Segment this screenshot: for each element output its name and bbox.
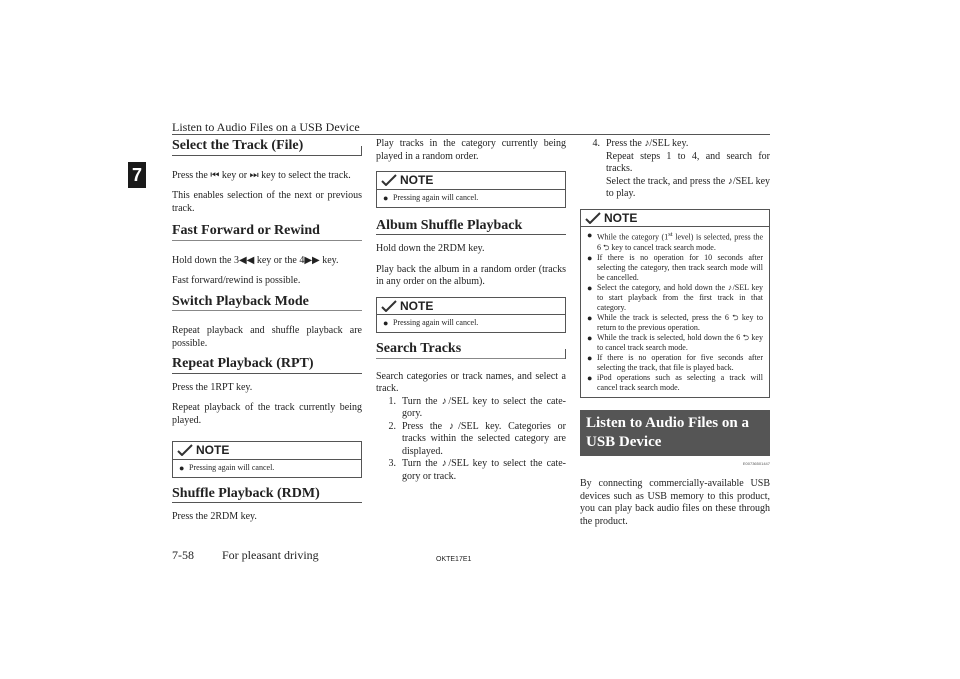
footer-code: OKTE17E1 (436, 556, 472, 563)
note-box (376, 171, 566, 208)
return-icon: ⮌ (742, 332, 750, 342)
note-body (377, 190, 565, 207)
random-order-text: Play tracks in the category currently being played in a random order. (376, 138, 566, 162)
album-shuffle-text-2: Play back the album in a random order (tracks in any order on the album). (376, 263, 566, 287)
column-2 (376, 138, 566, 483)
note-item: ● Pressing again will cancel. (179, 463, 355, 473)
note-body (377, 315, 565, 332)
heading-ff-rw: Fast Forward or Rewind (172, 225, 362, 241)
search-intro: Search categories or track names, and select a track. (376, 370, 566, 394)
music-note-icon: ♪ (644, 138, 650, 149)
heading-album-shuffle: Album Shuffle Playback (376, 220, 566, 236)
switch-mode-text: Repeat playback and shuffle playback are possible. (172, 325, 362, 349)
select-track-text-2: This enables selection of the next or previous track. (172, 190, 362, 214)
note-icon (585, 212, 601, 224)
heading-search-tracks: Search Tracks (376, 343, 566, 359)
chapter-tab: 7 (128, 162, 146, 188)
footer-label: For pleasant driving (222, 548, 319, 562)
page-number: 7-58 (172, 548, 194, 562)
search-step: 2. Press the ♪/SEL key. Categories or tracks within the selected category are displayed. (388, 420, 566, 457)
next-track-icon: ⏭ (249, 169, 259, 181)
fast-forward-icon: ▶▶ (304, 254, 320, 266)
music-note-icon: ♪ (441, 395, 449, 407)
header-rule (172, 134, 770, 135)
usb-intro-text: By connecting commercially-available USB devices such as USB memory to this product, you can play back audio files on these through the product. (580, 478, 770, 527)
music-note-icon: ♪ (727, 175, 733, 187)
note-header: NOTE (581, 210, 769, 228)
search-steps (376, 396, 566, 484)
note-item: ● iPod operations such as selecting a track will cancel track search mode. (587, 373, 763, 393)
note-item: ● While the track is selected, press the 6 ⮌ key to return to the previous operation. (587, 313, 763, 333)
note-body (581, 227, 769, 397)
running-header: Listen to Audio Files on a USB Device (172, 120, 360, 134)
search-step: 1. Turn the ♪/SEL key to select the cate-gory. (388, 395, 566, 419)
note-box (172, 441, 362, 478)
note-item: ● Pressing again will cancel. (383, 318, 559, 328)
note-box (580, 209, 770, 398)
shuffle-text: Press the 2RDM key. (172, 511, 257, 522)
ff-rw-text-1: Hold down the 3◀◀ key or the 4▶▶ key. (172, 254, 339, 266)
note-item: ● If there is no operation for five seconds after selecting the track, that file is played back. (587, 353, 763, 373)
column-3 (580, 138, 770, 528)
return-icon: ⮌ (732, 312, 739, 322)
select-track-text-1: Press the ⏮ key or ⏭ key to select the track. (172, 169, 351, 181)
note-body (173, 460, 361, 477)
section-banner: Listen to Audio Files on a USB Device (580, 410, 770, 456)
note-item: ● Pressing again will cancel. (383, 193, 559, 203)
note-header: NOTE (377, 172, 565, 190)
return-icon: ⮌ (603, 242, 610, 252)
repeat-text-2: Repeat playback of the track currently being played. (172, 402, 362, 426)
heading-repeat: Repeat Playback (RPT) (172, 358, 362, 374)
section-code: E00736501447 (742, 460, 770, 466)
search-step-4: 4. Press the ♪/SEL key. Repeat steps 1 to 4, and search for tracks. Select the track, and press the ♪/SEL key to play. (592, 138, 771, 199)
prev-track-icon: ⏮ (210, 169, 220, 181)
ff-rw-text-2: Fast forward/rewind is possible. (172, 275, 301, 286)
music-note-icon: ♪ (448, 420, 459, 432)
note-icon (381, 174, 397, 186)
note-icon (177, 444, 193, 456)
note-item: ● Select the category, and hold down the ♪/SEL key to start playback from the first track in that category. (587, 283, 763, 313)
note-item: ● If there is no operation for 10 seconds after selecting the category, then track search mode will be cancelled. (587, 253, 763, 283)
note-item: ● While the track is selected, hold down the 6 ⮌ key to cancel track search mode. (587, 333, 763, 353)
note-header: NOTE (377, 298, 565, 316)
rewind-icon: ◀◀ (238, 254, 255, 266)
note-item: ● While the category (1st level) is selected, press the 6 ⮌ key to cancel track search mode. (587, 230, 763, 253)
heading-select-track: Select the Track (File) (172, 140, 362, 156)
repeat-text-1: Press the 1RPT key. (172, 381, 253, 393)
search-step: 3. Turn the ♪/SEL key to select the cate-gory or track. (388, 458, 566, 482)
music-note-icon: ♪ (727, 282, 733, 292)
heading-shuffle: Shuffle Playback (RDM) (172, 488, 362, 504)
heading-switch-mode: Switch Playback Mode (172, 296, 362, 312)
album-shuffle-text-1: Hold down the 2RDM key. (376, 243, 485, 254)
note-header: NOTE (173, 442, 361, 460)
note-box (376, 297, 566, 334)
music-note-icon: ♪ (441, 458, 449, 469)
note-icon (381, 300, 397, 312)
column-1 (172, 138, 362, 524)
